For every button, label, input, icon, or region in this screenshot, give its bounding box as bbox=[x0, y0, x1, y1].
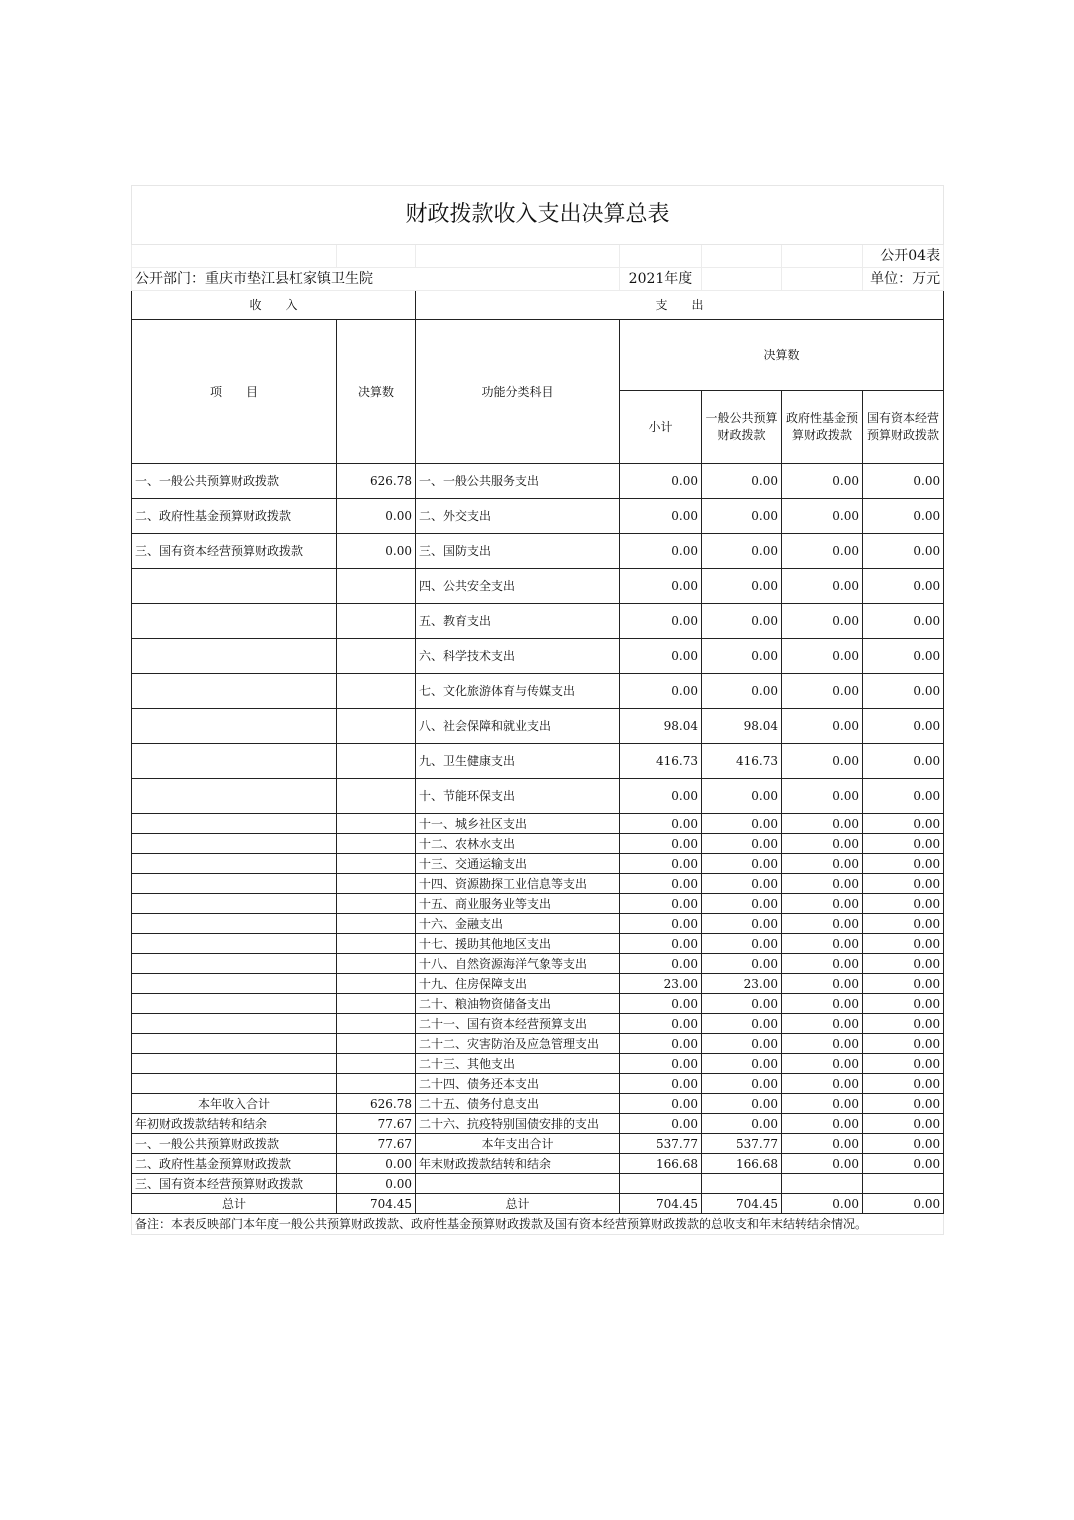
income-item-cell bbox=[132, 639, 337, 674]
subtotal-cell: 0.00 bbox=[620, 534, 702, 569]
expense-item-cell: 五、教育支出 bbox=[416, 604, 620, 639]
expense-item-cell: 本年支出合计 bbox=[416, 1134, 620, 1154]
income-item-cell bbox=[132, 914, 337, 934]
subtotal-cell bbox=[620, 1174, 702, 1194]
income-item-cell: 一、一般公共预算财政拨款 bbox=[132, 1134, 337, 1154]
subtotal-cell: 0.00 bbox=[620, 814, 702, 834]
general-budget-cell: 0.00 bbox=[702, 834, 782, 854]
income-amount-cell bbox=[337, 744, 416, 779]
gov-fund-cell: 0.00 bbox=[782, 779, 863, 814]
general-budget-cell: 98.04 bbox=[702, 709, 782, 744]
gov-fund-cell: 0.00 bbox=[782, 534, 863, 569]
gov-fund-cell: 0.00 bbox=[782, 934, 863, 954]
income-item-cell bbox=[132, 744, 337, 779]
state-capital-cell: 0.00 bbox=[863, 674, 944, 709]
income-item-cell bbox=[132, 569, 337, 604]
table-row bbox=[132, 954, 944, 974]
general-budget-cell: 0.00 bbox=[702, 499, 782, 534]
income-item-cell: 二、政府性基金预算财政拨款 bbox=[132, 1154, 337, 1174]
table-row bbox=[132, 464, 944, 499]
gov-fund-cell: 0.00 bbox=[782, 1074, 863, 1094]
table-row bbox=[132, 604, 944, 639]
table-row bbox=[132, 569, 944, 604]
income-item-cell bbox=[132, 994, 337, 1014]
state-capital-cell: 0.00 bbox=[863, 534, 944, 569]
income-amount-cell bbox=[337, 1074, 416, 1094]
table-row bbox=[132, 499, 944, 534]
income-amount-cell: 0.00 bbox=[337, 1154, 416, 1174]
state-capital-cell: 0.00 bbox=[863, 994, 944, 1014]
fiscal-year: 2021年度 bbox=[620, 268, 702, 291]
income-item-cell: 年初财政拨款结转和结余 bbox=[132, 1114, 337, 1134]
table-row bbox=[132, 1014, 944, 1034]
general-budget-cell: 0.00 bbox=[702, 1054, 782, 1074]
gov-fund-cell: 0.00 bbox=[782, 834, 863, 854]
gov-fund-cell: 0.00 bbox=[782, 1014, 863, 1034]
income-amount-cell bbox=[337, 854, 416, 874]
gov-fund-cell: 0.00 bbox=[782, 1034, 863, 1054]
gov-fund-cell: 0.00 bbox=[782, 874, 863, 894]
expense-item-cell: 二十六、抗疫特别国债安排的支出 bbox=[416, 1114, 620, 1134]
state-capital-cell: 0.00 bbox=[863, 874, 944, 894]
subtotal-cell: 0.00 bbox=[620, 499, 702, 534]
gov-fund-cell: 0.00 bbox=[782, 954, 863, 974]
general-budget-cell: 0.00 bbox=[702, 604, 782, 639]
general-budget-cell: 0.00 bbox=[702, 954, 782, 974]
income-amount-cell bbox=[337, 894, 416, 914]
income-amount-cell: 77.67 bbox=[337, 1114, 416, 1134]
subtotal-cell: 0.00 bbox=[620, 464, 702, 499]
table-row bbox=[132, 779, 944, 814]
income-amount-cell bbox=[337, 1014, 416, 1034]
subtotal-cell: 0.00 bbox=[620, 1034, 702, 1054]
income-amount-cell bbox=[337, 604, 416, 639]
table-row bbox=[132, 1194, 944, 1214]
state-capital-cell: 0.00 bbox=[863, 639, 944, 674]
subtotal-cell: 0.00 bbox=[620, 1054, 702, 1074]
expense-item-cell: 二十五、债务付息支出 bbox=[416, 1094, 620, 1114]
table-row bbox=[132, 674, 944, 709]
general-budget-cell: 0.00 bbox=[702, 1074, 782, 1094]
expense-item-cell: 二十四、债务还本支出 bbox=[416, 1074, 620, 1094]
subtotal-cell: 0.00 bbox=[620, 1114, 702, 1134]
income-header: 收 入 bbox=[132, 291, 416, 320]
subtotal-cell: 0.00 bbox=[620, 1094, 702, 1114]
income-item-cell bbox=[132, 854, 337, 874]
income-amount-cell bbox=[337, 1034, 416, 1054]
general-budget-cell: 0.00 bbox=[702, 854, 782, 874]
table-row bbox=[132, 834, 944, 854]
expense-item-cell: 十三、交通运输支出 bbox=[416, 854, 620, 874]
income-item-cell: 三、国有资本经营预算财政拨款 bbox=[132, 534, 337, 569]
general-budget-cell: 0.00 bbox=[702, 779, 782, 814]
subtotal-cell: 0.00 bbox=[620, 874, 702, 894]
income-amount-cell: 704.45 bbox=[337, 1194, 416, 1214]
expense-item-cell: 十八、自然资源海洋气象等支出 bbox=[416, 954, 620, 974]
income-amount-cell: 0.00 bbox=[337, 499, 416, 534]
state-capital-cell: 0.00 bbox=[863, 709, 944, 744]
general-budget-cell bbox=[702, 1174, 782, 1194]
expense-item-cell: 十七、援助其他地区支出 bbox=[416, 934, 620, 954]
subtotal-cell: 0.00 bbox=[620, 1014, 702, 1034]
table-row bbox=[132, 1114, 944, 1134]
income-amount-cell: 0.00 bbox=[337, 534, 416, 569]
table-row bbox=[132, 994, 944, 1014]
subtotal-cell: 23.00 bbox=[620, 974, 702, 994]
gov-fund-cell: 0.00 bbox=[782, 1154, 863, 1174]
general-budget-cell: 0.00 bbox=[702, 1014, 782, 1034]
general-budget-cell: 0.00 bbox=[702, 934, 782, 954]
gov-fund-header: 政府性基金预算财政拨款 bbox=[782, 391, 863, 464]
table-note: 备注：本表反映部门本年度一般公共预算财政拨款、政府性基金预算财政拨款及国有资本经营预算财政拨款的总收支和年末结转结余情况。 bbox=[132, 1214, 944, 1235]
general-budget-cell: 0.00 bbox=[702, 1034, 782, 1054]
state-capital-cell: 0.00 bbox=[863, 1154, 944, 1174]
table-row bbox=[132, 639, 944, 674]
subtotal-cell: 704.45 bbox=[620, 1194, 702, 1214]
gov-fund-cell: 0.00 bbox=[782, 744, 863, 779]
general-budget-cell: 416.73 bbox=[702, 744, 782, 779]
general-budget-cell: 0.00 bbox=[702, 569, 782, 604]
income-amount-cell bbox=[337, 639, 416, 674]
budget-header: 决算数 bbox=[337, 320, 416, 464]
general-budget-cell: 0.00 bbox=[702, 874, 782, 894]
expense-header: 支 出 bbox=[416, 291, 944, 320]
subtotal-cell: 0.00 bbox=[620, 914, 702, 934]
item-header: 项 目 bbox=[132, 320, 337, 464]
expense-item-cell: 六、科学技术支出 bbox=[416, 639, 620, 674]
table-row bbox=[132, 1034, 944, 1054]
subtotal-cell: 0.00 bbox=[620, 604, 702, 639]
state-capital-cell: 0.00 bbox=[863, 914, 944, 934]
expense-item-cell: 十一、城乡社区支出 bbox=[416, 814, 620, 834]
expense-item-cell: 四、公共安全支出 bbox=[416, 569, 620, 604]
table-row bbox=[132, 709, 944, 744]
state-capital-cell: 0.00 bbox=[863, 954, 944, 974]
table-row bbox=[132, 934, 944, 954]
state-capital-cell: 0.00 bbox=[863, 779, 944, 814]
table-row bbox=[132, 1154, 944, 1174]
general-budget-cell: 23.00 bbox=[702, 974, 782, 994]
subtotal-cell: 0.00 bbox=[620, 834, 702, 854]
income-amount-cell: 77.67 bbox=[337, 1134, 416, 1154]
income-amount-cell bbox=[337, 974, 416, 994]
income-amount-cell: 626.78 bbox=[337, 1094, 416, 1114]
gov-fund-cell: 0.00 bbox=[782, 854, 863, 874]
income-amount-cell bbox=[337, 814, 416, 834]
income-item-cell: 三、国有资本经营预算财政拨款 bbox=[132, 1174, 337, 1194]
state-capital-cell: 0.00 bbox=[863, 1014, 944, 1034]
income-amount-cell bbox=[337, 914, 416, 934]
subtotal-cell: 0.00 bbox=[620, 894, 702, 914]
subtotal-cell: 166.68 bbox=[620, 1154, 702, 1174]
form-code: 公开04表 bbox=[863, 245, 944, 268]
gov-fund-cell: 0.00 bbox=[782, 1134, 863, 1154]
income-amount-cell bbox=[337, 1054, 416, 1074]
table-row bbox=[132, 1054, 944, 1074]
state-capital-cell: 0.00 bbox=[863, 499, 944, 534]
state-capital-cell: 0.00 bbox=[863, 1194, 944, 1214]
gov-fund-cell bbox=[782, 1174, 863, 1194]
budget-table bbox=[131, 185, 944, 1235]
subtotal-cell: 0.00 bbox=[620, 934, 702, 954]
state-capital-cell: 0.00 bbox=[863, 464, 944, 499]
income-item-cell: 本年收入合计 bbox=[132, 1094, 337, 1114]
income-item-cell bbox=[132, 1074, 337, 1094]
income-item-cell bbox=[132, 834, 337, 854]
expense-item-cell: 十六、金融支出 bbox=[416, 914, 620, 934]
income-item-cell bbox=[132, 604, 337, 639]
expense-item-cell: 二十、粮油物资储备支出 bbox=[416, 994, 620, 1014]
subtotal-cell: 0.00 bbox=[620, 569, 702, 604]
state-capital-cell: 0.00 bbox=[863, 854, 944, 874]
income-item-cell bbox=[132, 779, 337, 814]
unit-label: 单位：万元 bbox=[863, 268, 944, 291]
subtotal-cell: 0.00 bbox=[620, 954, 702, 974]
general-budget-cell: 704.45 bbox=[702, 1194, 782, 1214]
state-capital-header: 国有资本经营预算财政拨款 bbox=[863, 391, 944, 464]
subtotal-header: 小计 bbox=[620, 391, 702, 464]
subtotal-cell: 0.00 bbox=[620, 779, 702, 814]
state-capital-cell: 0.00 bbox=[863, 974, 944, 994]
income-amount-cell: 0.00 bbox=[337, 1174, 416, 1194]
table-row bbox=[132, 854, 944, 874]
gov-fund-cell: 0.00 bbox=[782, 1054, 863, 1074]
income-item-cell bbox=[132, 954, 337, 974]
general-budget-cell: 0.00 bbox=[702, 464, 782, 499]
gov-fund-cell: 0.00 bbox=[782, 994, 863, 1014]
income-amount-cell: 626.78 bbox=[337, 464, 416, 499]
income-item-cell: 总计 bbox=[132, 1194, 337, 1214]
income-amount-cell bbox=[337, 709, 416, 744]
table-row bbox=[132, 1094, 944, 1114]
income-amount-cell bbox=[337, 874, 416, 894]
gov-fund-cell: 0.00 bbox=[782, 499, 863, 534]
state-capital-cell: 0.00 bbox=[863, 604, 944, 639]
state-capital-cell: 0.00 bbox=[863, 934, 944, 954]
gov-fund-cell: 0.00 bbox=[782, 639, 863, 674]
income-item-cell: 一、一般公共预算财政拨款 bbox=[132, 464, 337, 499]
gov-fund-cell: 0.00 bbox=[782, 569, 863, 604]
general-budget-cell: 0.00 bbox=[702, 814, 782, 834]
income-item-cell bbox=[132, 974, 337, 994]
expense-item-cell: 二十三、其他支出 bbox=[416, 1054, 620, 1074]
func-subject-header: 功能分类科目 bbox=[416, 320, 620, 464]
expense-item-cell: 十九、住房保障支出 bbox=[416, 974, 620, 994]
table-row bbox=[132, 874, 944, 894]
general-budget-header: 一般公共预算财政拨款 bbox=[702, 391, 782, 464]
state-capital-cell: 0.00 bbox=[863, 834, 944, 854]
expense-item-cell: 十四、资源勘探工业信息等支出 bbox=[416, 874, 620, 894]
subtotal-cell: 537.77 bbox=[620, 1134, 702, 1154]
state-capital-cell: 0.00 bbox=[863, 1054, 944, 1074]
income-amount-cell bbox=[337, 569, 416, 604]
state-capital-cell: 0.00 bbox=[863, 1074, 944, 1094]
income-amount-cell bbox=[337, 674, 416, 709]
table-row bbox=[132, 1074, 944, 1094]
subtotal-cell: 0.00 bbox=[620, 1074, 702, 1094]
final-amount-header: 决算数 bbox=[620, 320, 944, 391]
gov-fund-cell: 0.00 bbox=[782, 709, 863, 744]
table-row bbox=[132, 744, 944, 779]
general-budget-cell: 0.00 bbox=[702, 674, 782, 709]
table-row bbox=[132, 894, 944, 914]
subtotal-cell: 0.00 bbox=[620, 639, 702, 674]
income-item-cell: 二、政府性基金预算财政拨款 bbox=[132, 499, 337, 534]
gov-fund-cell: 0.00 bbox=[782, 974, 863, 994]
general-budget-cell: 0.00 bbox=[702, 914, 782, 934]
expense-item-cell: 总计 bbox=[416, 1194, 620, 1214]
subtotal-cell: 416.73 bbox=[620, 744, 702, 779]
general-budget-cell: 537.77 bbox=[702, 1134, 782, 1154]
expense-item-cell: 九、卫生健康支出 bbox=[416, 744, 620, 779]
state-capital-cell: 0.00 bbox=[863, 1034, 944, 1054]
table-row bbox=[132, 974, 944, 994]
income-item-cell bbox=[132, 814, 337, 834]
gov-fund-cell: 0.00 bbox=[782, 674, 863, 709]
state-capital-cell: 0.00 bbox=[863, 1134, 944, 1154]
subtotal-cell: 0.00 bbox=[620, 994, 702, 1014]
subtotal-cell: 0.00 bbox=[620, 674, 702, 709]
expense-item-cell: 一、一般公共服务支出 bbox=[416, 464, 620, 499]
expense-item-cell: 二十二、灾害防治及应急管理支出 bbox=[416, 1034, 620, 1054]
income-amount-cell bbox=[337, 779, 416, 814]
expense-item-cell: 十五、商业服务业等支出 bbox=[416, 894, 620, 914]
general-budget-cell: 0.00 bbox=[702, 639, 782, 674]
report-title: 财政拨款收入支出决算总表 bbox=[132, 186, 944, 245]
gov-fund-cell: 0.00 bbox=[782, 1114, 863, 1134]
state-capital-cell: 0.00 bbox=[863, 1094, 944, 1114]
income-item-cell bbox=[132, 934, 337, 954]
gov-fund-cell: 0.00 bbox=[782, 894, 863, 914]
gov-fund-cell: 0.00 bbox=[782, 1094, 863, 1114]
income-item-cell bbox=[132, 1034, 337, 1054]
income-item-cell bbox=[132, 874, 337, 894]
table-row bbox=[132, 814, 944, 834]
expense-item-cell: 二、外交支出 bbox=[416, 499, 620, 534]
general-budget-cell: 0.00 bbox=[702, 534, 782, 569]
report-sheet bbox=[131, 185, 943, 1235]
general-budget-cell: 0.00 bbox=[702, 994, 782, 1014]
income-item-cell bbox=[132, 674, 337, 709]
subtotal-cell: 0.00 bbox=[620, 854, 702, 874]
expense-item-cell: 十、节能环保支出 bbox=[416, 779, 620, 814]
income-amount-cell bbox=[337, 954, 416, 974]
income-item-cell bbox=[132, 1054, 337, 1074]
general-budget-cell: 0.00 bbox=[702, 1094, 782, 1114]
income-amount-cell bbox=[337, 934, 416, 954]
expense-item-cell: 二十一、国有资本经营预算支出 bbox=[416, 1014, 620, 1034]
state-capital-cell: 0.00 bbox=[863, 814, 944, 834]
income-item-cell bbox=[132, 1014, 337, 1034]
table-row bbox=[132, 914, 944, 934]
state-capital-cell: 0.00 bbox=[863, 569, 944, 604]
general-budget-cell: 0.00 bbox=[702, 1114, 782, 1134]
table-row bbox=[132, 1174, 944, 1194]
general-budget-cell: 0.00 bbox=[702, 894, 782, 914]
table-row bbox=[132, 534, 944, 569]
expense-item-cell bbox=[416, 1174, 620, 1194]
general-budget-cell: 166.68 bbox=[702, 1154, 782, 1174]
gov-fund-cell: 0.00 bbox=[782, 604, 863, 639]
expense-item-cell: 八、社会保障和就业支出 bbox=[416, 709, 620, 744]
income-amount-cell bbox=[337, 994, 416, 1014]
income-amount-cell bbox=[337, 834, 416, 854]
gov-fund-cell: 0.00 bbox=[782, 464, 863, 499]
income-item-cell bbox=[132, 709, 337, 744]
state-capital-cell: 0.00 bbox=[863, 1114, 944, 1134]
income-item-cell bbox=[132, 894, 337, 914]
expense-item-cell: 十二、农林水支出 bbox=[416, 834, 620, 854]
state-capital-cell bbox=[863, 1174, 944, 1194]
state-capital-cell: 0.00 bbox=[863, 894, 944, 914]
gov-fund-cell: 0.00 bbox=[782, 1194, 863, 1214]
table-row bbox=[132, 1134, 944, 1154]
gov-fund-cell: 0.00 bbox=[782, 914, 863, 934]
state-capital-cell: 0.00 bbox=[863, 744, 944, 779]
expense-item-cell: 三、国防支出 bbox=[416, 534, 620, 569]
subtotal-cell: 98.04 bbox=[620, 709, 702, 744]
department-label: 公开部门：重庆市垫江县杠家镇卫生院 bbox=[132, 268, 620, 291]
expense-item-cell: 七、文化旅游体育与传媒支出 bbox=[416, 674, 620, 709]
gov-fund-cell: 0.00 bbox=[782, 814, 863, 834]
expense-item-cell: 年末财政拨款结转和结余 bbox=[416, 1154, 620, 1174]
